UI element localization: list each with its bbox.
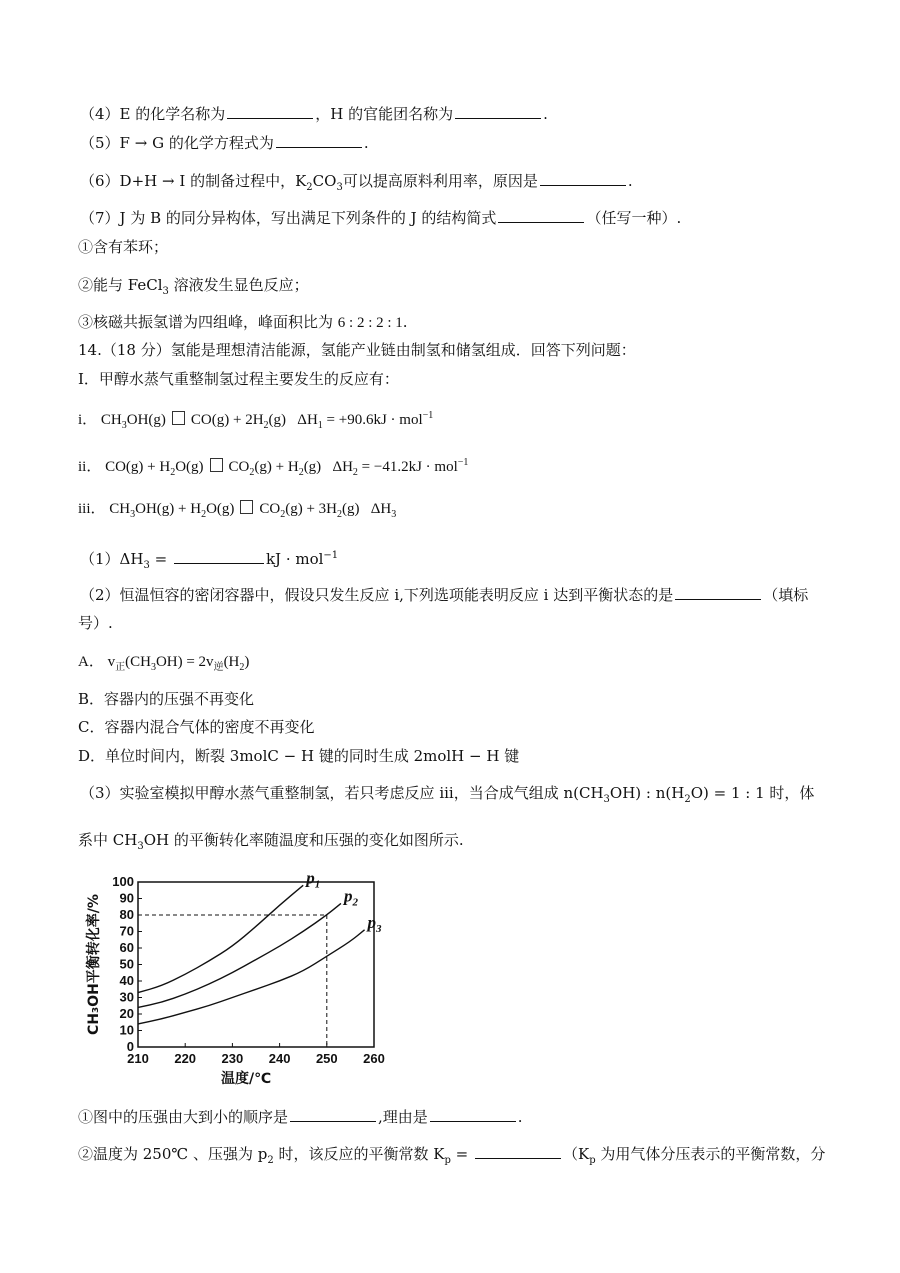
answer-blank[interactable] bbox=[174, 549, 264, 564]
equilibrium-arrow-icon bbox=[210, 458, 223, 472]
y-tick-label: 0 bbox=[126, 1039, 134, 1054]
chart-axes bbox=[138, 882, 374, 1047]
conversion-chart bbox=[78, 868, 388, 1093]
series-label-p2: $p_2$ bbox=[343, 886, 358, 909]
answer-blank[interactable] bbox=[498, 208, 584, 223]
q14-part-1: Ⅰ．甲醇水蒸气重整制氢过程主要发生的反应有： bbox=[78, 370, 399, 388]
answer-blank[interactable] bbox=[227, 104, 313, 119]
y-tick-label: 50 bbox=[119, 956, 134, 972]
x-tick-label: 210 bbox=[127, 1051, 149, 1066]
y-tick-label: 30 bbox=[119, 989, 134, 1005]
x-tick-label: 250 bbox=[315, 1051, 338, 1066]
answer-blank[interactable] bbox=[675, 585, 761, 600]
answer-blank[interactable] bbox=[475, 1144, 561, 1159]
x-tick-label: 220 bbox=[174, 1051, 197, 1066]
y-tick-label: 70 bbox=[119, 923, 134, 939]
series-line-p3 bbox=[138, 930, 365, 1024]
x-axis-label: 温度/℃ bbox=[220, 1071, 272, 1087]
y-tick-label: 20 bbox=[119, 1006, 134, 1021]
y-tick-label: 100 bbox=[112, 874, 134, 889]
chart-series bbox=[138, 868, 382, 1024]
series-label-p3: $p_3$ bbox=[367, 912, 382, 935]
condition-3: ③核磁共振氢谱为四组峰，峰面积比为 6 : 2 : 2 : 1. bbox=[78, 313, 408, 331]
q13-line-6: （6）D+H → I 的制备过程中，$K_2CO_3$可以提高原料利用率，原因是 . bbox=[80, 172, 633, 193]
equilibrium-arrow-icon bbox=[172, 411, 185, 425]
sub-question-1: ①图中的压强由大到小的顺序是 ,理由是 . bbox=[78, 1108, 523, 1126]
q14-heading: 14.（18 分）氢能是理想清洁能源，氢能产业链由制氢和储氢组成．回答下列问题： bbox=[78, 341, 636, 359]
answer-blank[interactable] bbox=[276, 133, 362, 148]
x-tick-label: 240 bbox=[268, 1051, 291, 1066]
condition-1: ①含有苯环； bbox=[78, 238, 169, 256]
series-label-p1: $p_1$ bbox=[306, 868, 321, 891]
answer-blank[interactable] bbox=[455, 104, 541, 119]
y-axis-label: CH₃OH平衡转化率/% bbox=[86, 894, 102, 1035]
q14-part-1-question-1: $(1)\Delta H_3$ = kJ · mol$^{-1}$ bbox=[80, 550, 339, 571]
option-c: C．容器内混合气体的密度不再变化 bbox=[78, 718, 315, 736]
plot-frame bbox=[138, 882, 374, 1047]
q14-part-1-question-2-cont: 号）. bbox=[78, 614, 113, 632]
q14-part-1-question-3: （3）实验室模拟甲醇水蒸气重整制氢，若只考虑反应 iii，当合成气组成 $n(CH_3OH)$ : $n(H_2O) = 1$ : 1 时，体 bbox=[80, 784, 815, 805]
series-line-p1 bbox=[138, 885, 303, 992]
option-b: B．容器内的压强不再变化 bbox=[78, 690, 255, 708]
q13-line-5: （5）F → G 的化学方程式为 . bbox=[80, 134, 369, 152]
q13-line-7: （7）J 为 B 的同分异构体，写出满足下列条件的 J 的结构简式 （任写一种）. bbox=[80, 209, 682, 227]
equilibrium-arrow-icon bbox=[240, 500, 253, 514]
condition-2: ②能与 FeCl$_3$ 溶液发生显色反应； bbox=[78, 276, 309, 297]
q13-line-4: （4）E 的化学名称为 ，H 的官能团名称为 . bbox=[80, 105, 548, 123]
answer-blank[interactable] bbox=[430, 1107, 516, 1122]
y-tick-label: 10 bbox=[119, 1022, 134, 1038]
y-tick-label: 60 bbox=[119, 940, 134, 955]
q14-part-1-question-2: （2）恒温恒容的密闭容器中，假设只发生反应 i,下列选项能表明反应 i 达到平衡状态的是 （填标 bbox=[80, 586, 809, 604]
answer-blank[interactable] bbox=[540, 171, 626, 186]
y-tick-label: 90 bbox=[119, 890, 134, 906]
y-tick-label: 80 bbox=[119, 907, 134, 922]
series-line-p2 bbox=[138, 903, 341, 1007]
answer-blank[interactable] bbox=[290, 1107, 376, 1122]
arrow-icon: → bbox=[134, 134, 148, 152]
reaction-i: i． $CH_3OH(g) CO(g) + 2H_2(g)$ $\Delta H_1 = +90.6kJ \cdot mol^{-1}$ bbox=[78, 410, 434, 431]
q14-part-1-question-3-cont: 系中 $CH_3OH$ 的平衡转化率随温度和压强的变化如图所示. bbox=[78, 831, 464, 852]
reaction-iii: iii． $CH_3OH(g) + H_2O(g) CO_2(g) + 3H_2(g)$ $\Delta H_3$ bbox=[78, 501, 397, 520]
x-tick-label: 260 bbox=[363, 1051, 385, 1066]
y-tick-label: 40 bbox=[119, 973, 134, 988]
option-d: D．单位时间内，断裂 3molC − H 键的同时生成 2molH − H 键 bbox=[78, 747, 520, 765]
option-a: A． $v_正(CH_3OH) = 2v_逆(H_2)$ bbox=[78, 654, 250, 673]
arrow-icon: → bbox=[162, 172, 175, 190]
sub-question-2: ②温度为 250℃ 、压强为 $p_2$ 时，该反应的平衡常数 $K_p = (K_p$ 为用气体分压表示的平衡常数，分 bbox=[78, 1145, 826, 1166]
reaction-ii: ii． $CO(g) + H_2O(g) CO_2(g) + H_2(g)$ $\Delta H_2 = -41.2kJ \cdot mol^{-1}$ bbox=[78, 457, 469, 478]
x-tick-label: 230 bbox=[221, 1051, 244, 1066]
